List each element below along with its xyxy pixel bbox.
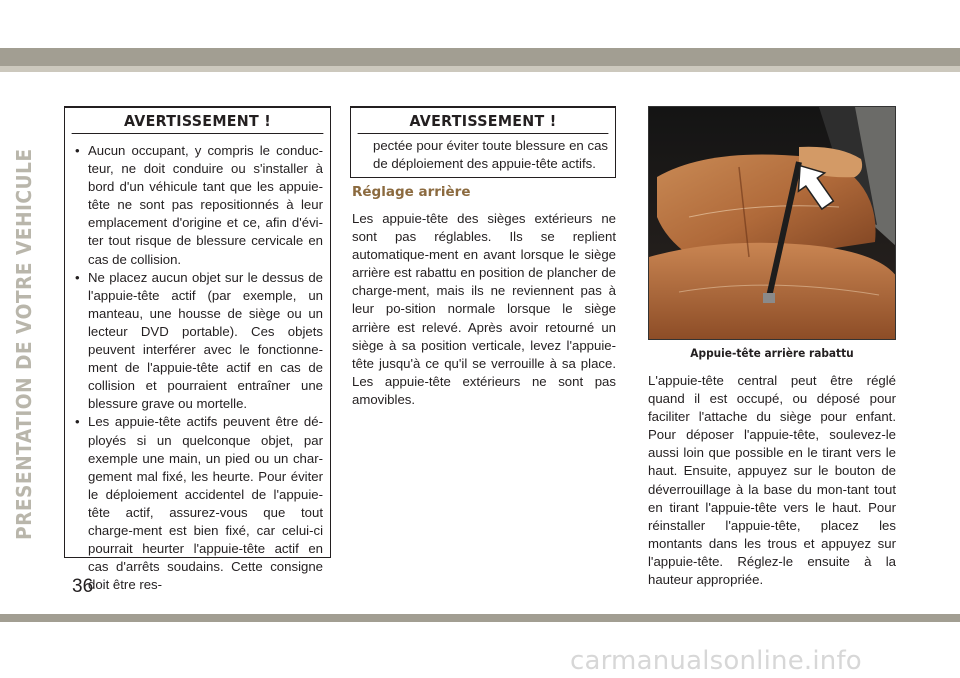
section-heading: Réglage arrière xyxy=(352,184,471,200)
header-band-shadow xyxy=(0,66,960,72)
section-paragraph: Les appuie-tête des sièges extérieurs ne sont pas réglables. Ils se replient automatique-ment en avant lorsque le siège arrière est rabattu en position de plancher de charge-ment, mais ils ne reviennent pas à leur po-sition normale lorsque le siège arrière est relevé. Après avoir retourné un siège à sa position verticale, levez l'appuie-tête jusqu'à ce qu'il se verrouille à sa place. Les appuie-tête extérieurs ne sont pas amovibles. xyxy=(352,211,616,407)
warning-continued-text: pectée pour éviter toute blessure en cas de déploiement des appuie-tête actifs. xyxy=(373,138,608,172)
warning-heading: AVERTISSEMENT ! xyxy=(72,108,324,134)
header-band xyxy=(0,48,960,66)
warning-item xyxy=(73,142,323,269)
warning-heading: AVERTISSEMENT ! xyxy=(358,108,609,134)
watermark: carmanualsonline.info xyxy=(570,646,862,676)
warning-item xyxy=(73,269,323,414)
bullet-icon: • xyxy=(75,143,80,158)
footer-band xyxy=(0,614,960,622)
bullet-icon: • xyxy=(75,414,80,430)
warning-list xyxy=(65,134,330,594)
warning-box-continued xyxy=(350,106,616,178)
warning-item-text: Les appuie-tête actifs peuvent être dé-ployés si un quelconque objet, par exemple une main, un pied ou un char-gement mal fixé, les heurte. Pour éviter le déploiement accidentel de l'appuie-tête actif, assurez-vous que tout charge-ment est bien fixé, car celui-ci pourrait heurter l'appuie-tête actif en cas d'arrêts soudains. Cette consigne doit être res- xyxy=(88,414,323,593)
rear-seat-photo xyxy=(648,106,896,340)
right-paragraph: L'appuie-tête central peut être réglé quand il est occupé, ou déposé pour faciliter l'attache du siège pour enfant. Pour déposer l'appuie-tête, soulevez-le aussi loin que possible en le tirant vers le haut. Ensuite, appuyez sur le bouton de déverrouillage à la base du mon-tant tout en tirant l'appuie-tête vers le haut. Pour réinstaller l'appuie-tête, placez les montants dans les trous et appuyez sur l'appuie-tête. Réglez-le ensuite à la hauteur appropriée. xyxy=(648,373,896,588)
figure-caption: Appuie-tête arrière rabattu xyxy=(690,346,854,360)
bullet-icon: • xyxy=(75,269,80,285)
rear-seat-illustration xyxy=(649,107,896,340)
warning-item-text: Ne placez aucun objet sur le dessus de l'appuie-tête actif (par exemple, un manteau, une housse de siège ou un lecteur DVD portable). Ces objets peuvent interférer avec le fonctionne-ment de l'appuie-tête actif en cas de collision et pourraient entraîner une blessure grave ou mortelle. xyxy=(88,269,323,412)
warning-item-text: Aucun occupant, y compris le conduc-teur, ne doit conduire ou s'installer à bord d'un véhicule tant que les appuie-tête ne sont pas repositionnés à leur emplacement d'origine et ce, afin d'évi-ter tout risque de blessure cervicale en cas de collision. xyxy=(88,143,323,267)
warning-item xyxy=(73,413,323,594)
side-section-title: PRESENTATION DE VOTRE VEHICULE xyxy=(12,148,36,540)
page-number: 36 xyxy=(72,576,94,597)
